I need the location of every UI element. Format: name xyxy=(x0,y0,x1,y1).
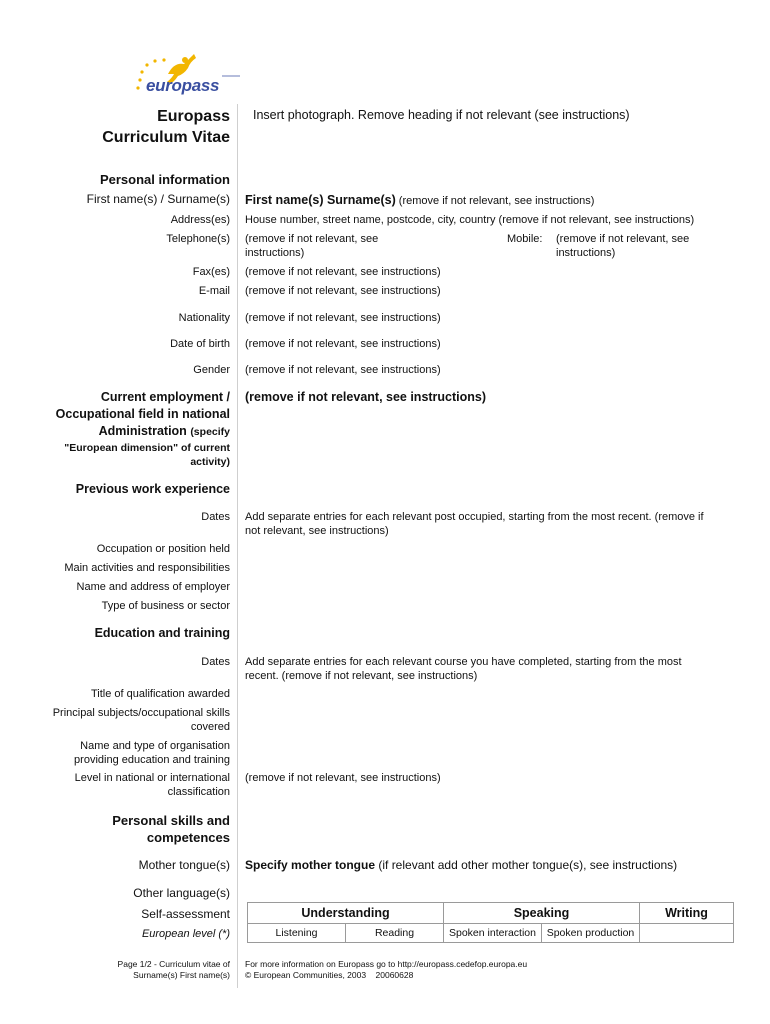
reading-header: Reading xyxy=(346,924,444,943)
email-label: E-mail xyxy=(198,285,230,297)
employment-title-line4: "European dimension" of current xyxy=(64,442,230,454)
dob-label: Date of birth xyxy=(170,338,230,350)
understanding-header: Understanding xyxy=(248,903,444,924)
telephone-value: (remove if not relevant, see instructions) xyxy=(245,233,379,259)
section-previous-work-experience: Previous work experience xyxy=(75,482,230,496)
name-value: First name(s) Surname(s) xyxy=(245,193,396,207)
employment-title-specify: (specify xyxy=(190,426,230,438)
section-current-employment xyxy=(56,389,230,469)
education-dates-label: Dates xyxy=(201,656,230,668)
section-personal-skills xyxy=(112,812,230,846)
fax-value: (remove if not relevant, see instructions) xyxy=(245,266,441,278)
section-education-training: Education and training xyxy=(94,626,230,640)
footer-page-line2: Surname(s) First name(s) xyxy=(133,970,230,980)
level-label: Level in national or international classification xyxy=(74,772,230,798)
spoken-production-header: Spoken production xyxy=(542,924,640,943)
skills-title-line1: Personal skills and xyxy=(112,813,230,828)
activities-label: Main activities and responsibilities xyxy=(64,562,230,574)
level-value: (remove if not relevant, see instructions) xyxy=(245,772,441,784)
mother-tongue-note: (if relevant add other mother tongue(s), see instructions) xyxy=(378,858,678,872)
speaking-header: Speaking xyxy=(444,903,640,924)
cv-title-line2: Curriculum Vitae xyxy=(102,129,230,146)
employment-value: (remove if not relevant, see instructions) xyxy=(245,390,487,404)
mobile-value: (remove if not relevant, see instructions) xyxy=(556,233,690,259)
footer-page-info xyxy=(118,959,230,981)
qualification-label: Title of qualification awarded xyxy=(90,688,230,700)
gender-value: (remove if not relevant, see instructions) xyxy=(245,364,441,376)
fax-label: Fax(es) xyxy=(192,266,230,278)
occupation-label: Occupation or position held xyxy=(96,543,230,555)
mobile-label: Mobile: xyxy=(507,233,543,245)
work-dates-value: Add separate entries for each relevant post occupied, starting from the most recent. (remove if not relevant, see instructions) xyxy=(245,511,704,537)
gender-label: Gender xyxy=(193,364,230,376)
footer-info-line2: © European Communities, 2003 20060628 xyxy=(245,970,414,980)
footer-info xyxy=(245,959,527,981)
european-level-label: European level (*) xyxy=(141,928,230,940)
footer-info-line1: For more information on Europass go to http://europass.cedefop.europa.eu xyxy=(245,959,528,969)
spoken-interaction-header: Spoken interaction xyxy=(444,924,542,943)
writing-subheader xyxy=(640,924,734,943)
employer-label: Name and address of employer xyxy=(76,581,230,593)
employment-title-line2: Occupational field in national xyxy=(55,407,230,421)
photo-note: Insert photograph. Remove heading if not relevant (see instructions) xyxy=(253,108,630,122)
education-dates-value: Add separate entries for each relevant course you have completed, starting from the most recent. (remove if not relevant, see instructions) xyxy=(245,656,682,682)
europass-logo-text: europass xyxy=(146,76,220,95)
cv-title xyxy=(102,106,230,148)
skills-title-line2: competences xyxy=(146,830,230,845)
subjects-label: Principal subjects/occupational skills covered xyxy=(52,707,230,733)
mother-tongue-label: Mother tongue(s) xyxy=(138,858,230,872)
column-divider xyxy=(237,104,238,988)
other-language-label: Other language(s) xyxy=(133,886,230,900)
cv-title-line1: Europass xyxy=(157,108,230,125)
address-label: Address(es) xyxy=(170,214,230,226)
email-value: (remove if not relevant, see instructions) xyxy=(245,285,441,297)
address-value: House number, street name, postcode, city, country (remove if not relevant, see instructions) xyxy=(245,214,695,226)
employment-title-line1: Current employment / xyxy=(100,390,230,404)
writing-header: Writing xyxy=(640,903,734,924)
nationality-label: Nationality xyxy=(178,312,230,324)
footer-page-line1: Page 1/2 - Curriculum vitae of xyxy=(117,959,230,969)
business-label: Type of business or sector xyxy=(101,600,230,612)
employment-title-line3-row xyxy=(56,423,230,441)
name-value-row xyxy=(245,193,594,208)
footer-divider xyxy=(237,957,238,983)
nationality-value: (remove if not relevant, see instructions) xyxy=(245,312,441,324)
mother-tongue-row xyxy=(245,858,677,872)
europass-logo xyxy=(134,52,244,98)
work-dates-label: Dates xyxy=(201,511,230,523)
self-assessment-label: Self-assessment xyxy=(141,907,230,921)
dob-value: (remove if not relevant, see instructions) xyxy=(245,338,441,350)
employment-title-line3: Administration xyxy=(98,424,187,438)
employment-title-line5: activity) xyxy=(190,456,230,468)
organisation-label: Name and type of organisation providing education and training xyxy=(74,740,230,766)
name-note: (remove if not relevant, see instructions) xyxy=(398,195,595,207)
name-label: First name(s) / Surname(s) xyxy=(86,192,230,206)
listening-header: Listening xyxy=(248,924,346,943)
mother-tongue-value: Specify mother tongue xyxy=(245,858,376,872)
telephone-label: Telephone(s) xyxy=(166,233,230,245)
language-assessment-table xyxy=(247,902,734,943)
section-personal-information: Personal information xyxy=(99,172,230,187)
